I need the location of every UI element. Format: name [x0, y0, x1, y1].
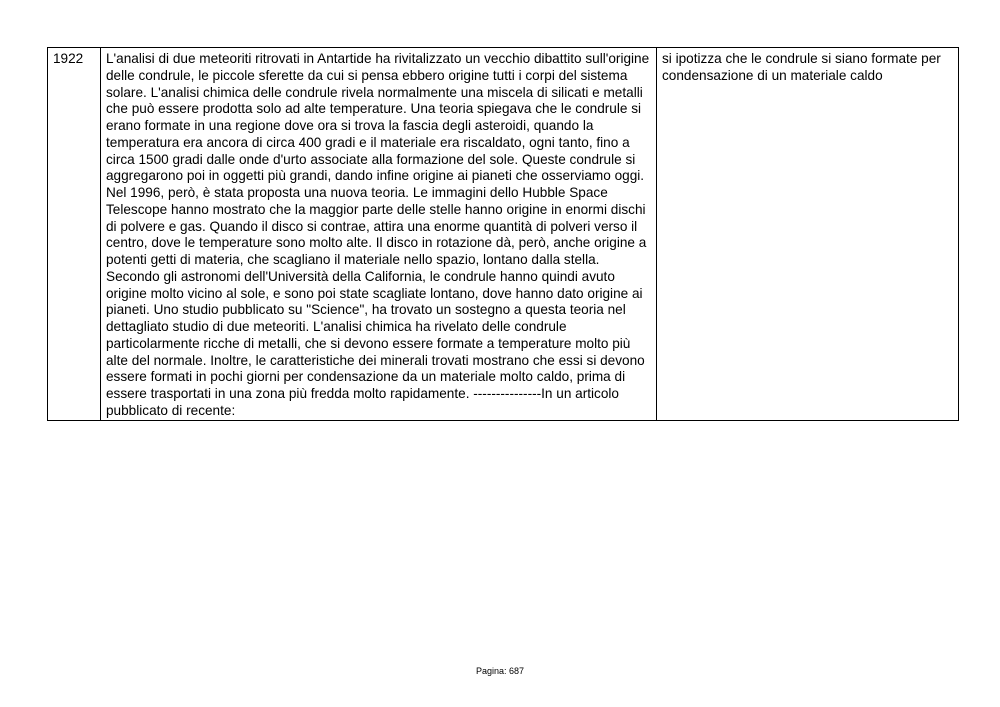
record-summary-cell: si ipotizza che le condrule si siano formate per condensazione di un materiale caldo	[657, 48, 959, 421]
page-number: Pagina: 687	[475, 666, 525, 676]
record-text-cell: L'analisi di due meteoriti ritrovati in Antartide ha rivitalizzato un vecchio dibattito sull'origine delle condrule, le piccole sferette da cui si pensa ebbero origine tutti i corpi del sistema solare. L'analisi chimica delle condrule rivela normalmente una miscela di silicati e metalli che può essere prodotta solo ad alte temperature. Una teoria spiegava che le condrule si erano formate in una regione dove ora si trova la fascia degli asteroidi, quando la temperatura era ancora di circa 400 gradi e il materiale era riscaldato, ogni tanto, fino a circa 1500 gradi dalle onde d'urto associate alla formazione del sole. Queste condrule si aggregarono poi in oggetti più grandi, dando infine origine ai pianeti che osserviamo oggi. Nel 1996, però, è stata proposta una nuova teoria. Le immagini dello Hubble Space Telescope hanno mostrato che la maggior parte delle stelle hanno origine in enormi dischi di polvere e gas. Quando il disco si contrae, attira una enorme quantità di polveri verso il centro, dove le temperature sono molto alte. Il disco in rotazione dà, però, anche origine a potenti getti di materia, che scagliano il materiale nello spazio, lontano dalla stella. Secondo gli astronomi dell'Università della California, le condrule hanno quindi avuto origine molto vicino al sole, e sono poi state scagliate lontano, dove hanno dato origine ai pianeti. Uno studio pubblicato su "Science", ha trovato un sostegno a questa teoria nel dettagliato studio di due meteoriti. L'analisi chimica ha rivelato delle condrule particolarmente ricche di metalli, che si devono essere formate a temperature molto più alte del normale. Inoltre, le caratteristiche dei minerali trovati mostrano che essi si devono essere formati in pochi giorni per condensazione da un materiale molto caldo, prima di essere trasportati in una zona più fredda molto rapidamente. ---------------In un articolo pubblicato di recente:	[101, 48, 657, 421]
record-id-cell: 1922	[48, 48, 101, 421]
table-row	[48, 48, 959, 421]
record-table	[47, 47, 959, 421]
